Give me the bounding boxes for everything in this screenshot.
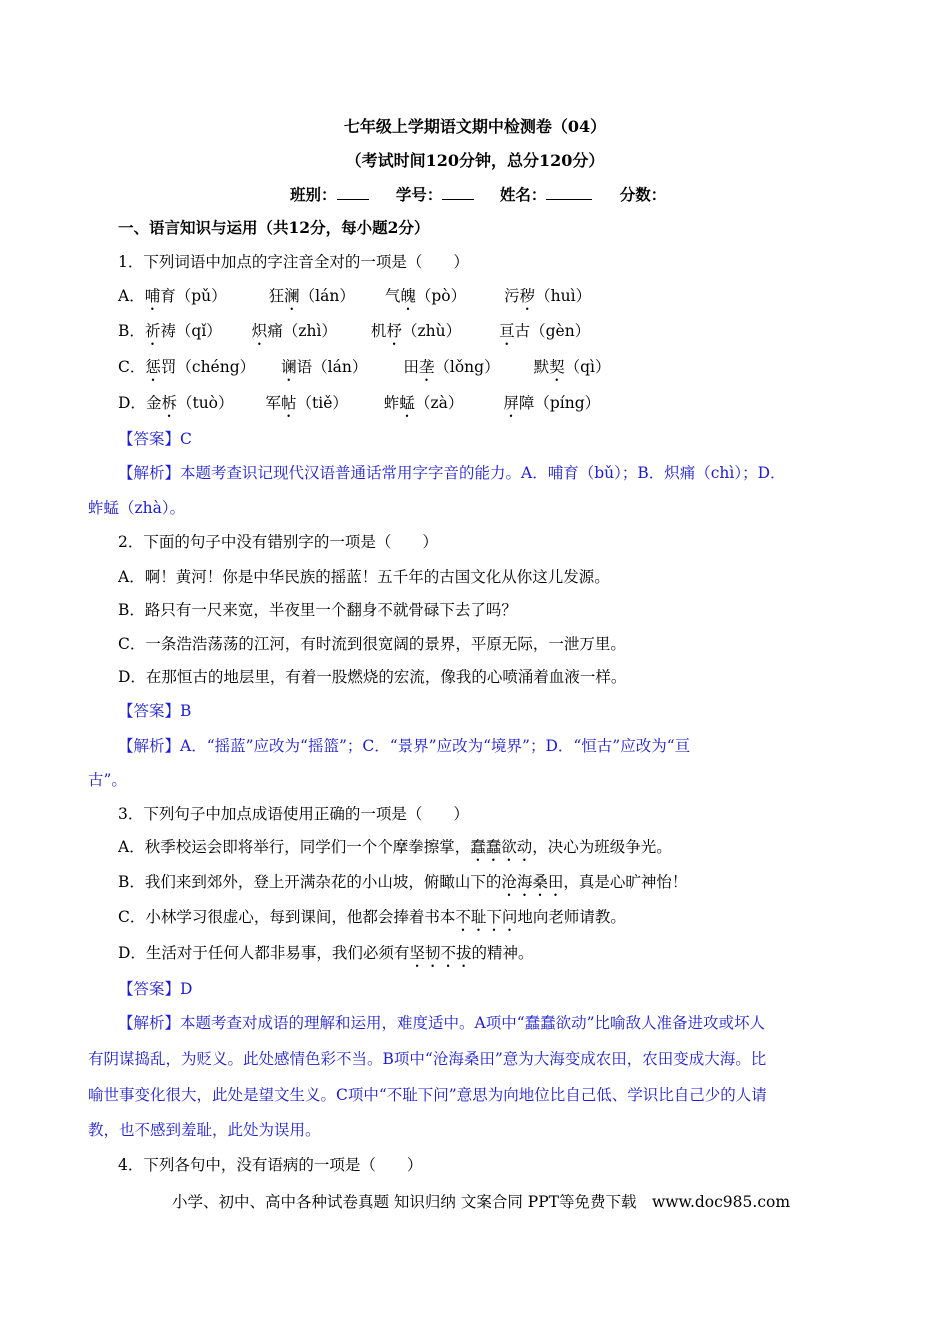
q3-stem: 3．下列句子中加点成语使用正确的一项是（ ） xyxy=(118,805,469,823)
q1-analysis: 【解析】本题考查识记现代汉语普通话常用字字音的能力。A．哺育（bǔ）；B．炽痛（chì）；D． xyxy=(118,464,786,482)
q2-analysis-cont: 古”。 xyxy=(88,771,127,789)
q2-stem: 2．下面的句子中没有错别字的一项是（ ） xyxy=(118,533,438,551)
q1-option-d: D．金柝（tuò） 军帖（tiě） 蚱蜢（zà） 屏障（píng） xyxy=(118,394,601,412)
q1-stem: 1．下列词语中加点的字注音全对的一项是（ ） xyxy=(118,253,469,271)
q2-option-d: D．在那恒古的地层里，有着一股燃烧的宏流，像我的心喷涌着血液一样。 xyxy=(118,668,627,686)
page-title: 七年级上学期语文期中检测卷（04） xyxy=(343,117,607,136)
score-label: 分数： xyxy=(619,185,667,204)
q4-stem: 4．下列各句中，没有语病的一项是（ ） xyxy=(118,1156,423,1174)
name-blank xyxy=(546,185,592,200)
q1-option-b: B．祈祷（qǐ） 炽痛（zhì） 机杼（zhù） 亘古（gèn） xyxy=(118,322,591,340)
q3-option-d: D．生活对于任何人都非易事，我们必须有坚韧不拔的精神。 xyxy=(118,944,534,962)
q2-option-b: B．路只有一尺来宽，半夜里一个翻身不就骨碌下去了吗？ xyxy=(118,601,517,619)
q3-option-c: C．小林学习很虚心，每到课间，他都会捧着书本不耻下问地向老师请教。 xyxy=(118,908,626,926)
q2-option-a: A．啊！黄河！你是中华民族的摇蓝！五千年的古国文化从你这儿发源。 xyxy=(118,568,610,586)
q2-answer: 【答案】B xyxy=(118,702,192,720)
q3-analysis-cont-3: 教，也不感到羞耻，此处为误用。 xyxy=(88,1121,321,1139)
q3-analysis: 【解析】本题考查对成语的理解和运用，难度适中。A项中“蠢蠢欲动”比喻敌人准备进攻或坏人 xyxy=(118,1014,766,1032)
student-id-blank xyxy=(442,185,474,200)
section-heading: 一、语言知识与运用（共12分，每小题2分） xyxy=(118,218,430,237)
q3-option-a: A．秋季校运会即将举行，同学们一个个摩拳擦掌，蠢蠢欲动，决心为班级争光。 xyxy=(118,838,672,856)
exam-info: （考试时间120分钟，总分120分） xyxy=(345,151,605,170)
q2-option-c: C．一条浩浩荡荡的江河，有时流到很宽阔的景界，平原无际，一泄万里。 xyxy=(118,635,626,653)
student-id-label: 学号： xyxy=(395,185,443,204)
class-label: 班别： xyxy=(290,185,337,204)
q1-option-c: C．惩罚（chéng） 谰语（lán） 田垄（lǒng） 默契（qì） xyxy=(118,358,611,376)
footer-note: 小学、初中、高中各种试卷真题 知识归纳 文案合同 PPT等免费下载 www.doc985.com xyxy=(172,1193,791,1211)
q1-answer: 【答案】C xyxy=(118,430,192,448)
q2-analysis: 【解析】A．“摇蓝”应改为“摇篮”；C．“景界”应改为“境界”；D．“恒古”应改为“亘 xyxy=(118,737,691,755)
name-label: 姓名： xyxy=(499,185,547,204)
student-info-row xyxy=(290,184,666,206)
q3-answer: 【答案】D xyxy=(118,980,193,998)
q3-option-b: B．我们来到郊外，登上开满杂花的小山坡，俯瞰山下的沧海桑田，真是心旷神怡！ xyxy=(118,873,688,891)
q1-analysis-cont: 蚱蜢（zhà）。 xyxy=(88,499,186,517)
q3-analysis-cont-2: 喻世事变化很大，此处是望文生义。C项中“不耻下问”意思为向地位比自己低、学识比自己少的人请 xyxy=(88,1086,767,1104)
class-blank xyxy=(337,185,369,200)
q1-option-a: A．哺育（pǔ） 狂澜（lán） 气魄（pò） 污秽（huì） xyxy=(118,287,592,305)
q3-analysis-cont-1: 有阴谋捣乱，为贬义。此处感情色彩不当。B项中“沧海桑田”意为大海变成农田，农田变成大海。比 xyxy=(88,1050,767,1068)
